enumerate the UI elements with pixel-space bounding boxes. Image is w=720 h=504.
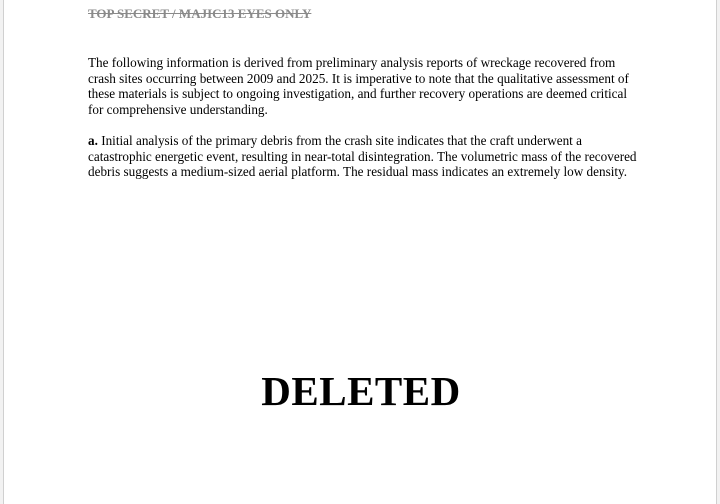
classification-header: TOP SECRET / MAJIC13 EYES ONLY — [88, 6, 312, 21]
paragraph-label: a. — [88, 133, 98, 148]
intro-paragraph: The following information is derived from preliminary analysis reports of wreckage recovered from crash sites occurring between 2009 and 2025. It is imperative to note that the qualitative assessment of these materials is subject to ongoing investigation, and further recovery operations are deemed critical for comprehensive understanding. — [88, 55, 629, 117]
redaction-notice: DELETED — [261, 368, 461, 414]
document-page — [3, 0, 717, 504]
analysis-paragraph — [88, 133, 640, 180]
analysis-paragraph-text: Initial analysis of the primary debris from the crash site indicates that the craft underwent a catastrophic energetic event, resulting in near-total disintegration. The volumetric mass of the recovered debris suggests a medium-sized aerial platform. The residual mass indicates an extremely low density. — [88, 133, 637, 179]
